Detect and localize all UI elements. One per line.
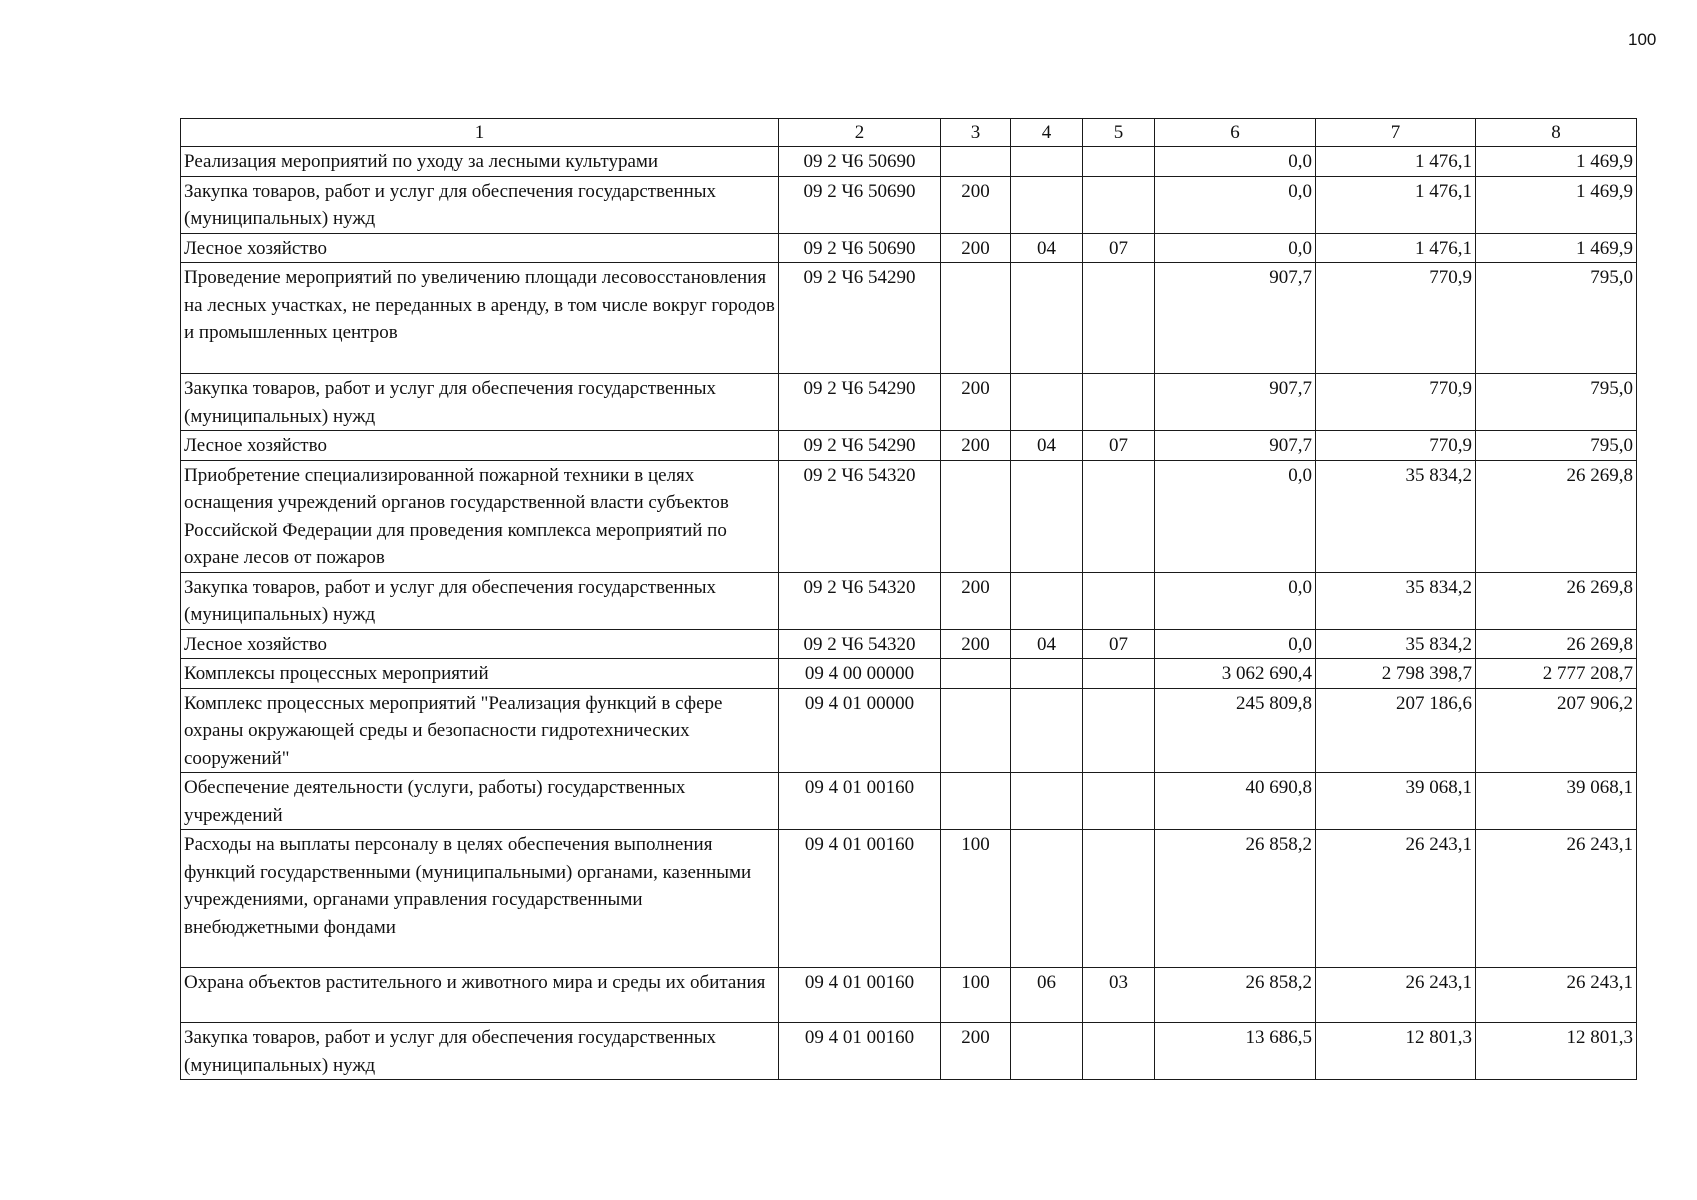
row-expense-type — [941, 659, 1011, 689]
table-row — [181, 773, 1637, 830]
row-target-code: 09 4 01 00160 — [779, 1023, 941, 1080]
row-value-col6: 0,0 — [1155, 460, 1316, 572]
row-value-col6: 907,7 — [1155, 431, 1316, 461]
row-description: Охрана объектов растительного и животного мира и среды их обитания — [181, 968, 779, 1023]
row-value-col8: 2 777 208,7 — [1476, 659, 1637, 689]
row-value-col6: 0,0 — [1155, 629, 1316, 659]
row-target-code: 09 4 01 00160 — [779, 830, 941, 968]
row-section — [1011, 688, 1083, 773]
row-value-col7: 1 476,1 — [1316, 176, 1476, 233]
row-value-col6: 0,0 — [1155, 176, 1316, 233]
row-expense-type: 200 — [941, 629, 1011, 659]
row-section — [1011, 659, 1083, 689]
row-value-col8: 26 269,8 — [1476, 629, 1637, 659]
row-section: 04 — [1011, 233, 1083, 263]
row-value-col8: 795,0 — [1476, 374, 1637, 431]
row-expense-type: 200 — [941, 431, 1011, 461]
table-row — [181, 263, 1637, 374]
row-target-code: 09 2 Ч6 54290 — [779, 374, 941, 431]
row-value-col7: 1 476,1 — [1316, 233, 1476, 263]
row-description: Реализация мероприятий по уходу за лесными культурами — [181, 147, 779, 177]
row-description: Проведение мероприятий по увеличению площади лесовосстановления на лесных участках, не переданных в аренду, в том числе вокруг городов и промышленных центров — [181, 263, 779, 374]
row-value-col7: 770,9 — [1316, 431, 1476, 461]
table-body — [181, 147, 1637, 1080]
row-expense-type: 100 — [941, 968, 1011, 1023]
row-value-col7: 770,9 — [1316, 374, 1476, 431]
row-expense-type — [941, 460, 1011, 572]
row-section — [1011, 263, 1083, 374]
table-row — [181, 147, 1637, 177]
row-value-col7: 2 798 398,7 — [1316, 659, 1476, 689]
row-section: 04 — [1011, 629, 1083, 659]
row-target-code: 09 2 Ч6 54320 — [779, 460, 941, 572]
row-description: Приобретение специализированной пожарной техники в целях оснащения учреждений органов государственной власти субъектов Российской Федерации для проведения комплекса мероприятий по охране лесов от пожаров — [181, 460, 779, 572]
row-subsection — [1083, 147, 1155, 177]
row-value-col6: 0,0 — [1155, 572, 1316, 629]
row-expense-type: 200 — [941, 233, 1011, 263]
row-subsection — [1083, 773, 1155, 830]
row-section: 04 — [1011, 431, 1083, 461]
row-expense-type: 200 — [941, 572, 1011, 629]
row-value-col7: 26 243,1 — [1316, 830, 1476, 968]
row-value-col6: 907,7 — [1155, 263, 1316, 374]
row-value-col8: 1 469,9 — [1476, 176, 1637, 233]
table-row — [181, 431, 1637, 461]
row-target-code: 09 2 Ч6 54290 — [779, 263, 941, 374]
row-subsection — [1083, 460, 1155, 572]
table-row — [181, 460, 1637, 572]
row-section — [1011, 572, 1083, 629]
row-subsection — [1083, 176, 1155, 233]
row-value-col8: 795,0 — [1476, 431, 1637, 461]
row-value-col6: 0,0 — [1155, 233, 1316, 263]
table-row — [181, 1023, 1637, 1080]
row-subsection — [1083, 1023, 1155, 1080]
row-subsection — [1083, 572, 1155, 629]
row-expense-type: 100 — [941, 830, 1011, 968]
row-value-col7: 1 476,1 — [1316, 147, 1476, 177]
table-row — [181, 688, 1637, 773]
row-description: Лесное хозяйство — [181, 431, 779, 461]
budget-table — [180, 118, 1637, 1080]
table-row — [181, 830, 1637, 968]
header-cell: 2 — [779, 119, 941, 147]
row-value-col7: 770,9 — [1316, 263, 1476, 374]
row-value-col6: 907,7 — [1155, 374, 1316, 431]
table-row — [181, 572, 1637, 629]
row-section — [1011, 773, 1083, 830]
row-subsection — [1083, 830, 1155, 968]
header-cell: 6 — [1155, 119, 1316, 147]
row-description: Лесное хозяйство — [181, 629, 779, 659]
header-cell: 5 — [1083, 119, 1155, 147]
row-subsection: 03 — [1083, 968, 1155, 1023]
row-section — [1011, 830, 1083, 968]
row-value-col6: 26 858,2 — [1155, 830, 1316, 968]
row-value-col8: 39 068,1 — [1476, 773, 1637, 830]
row-description: Лесное хозяйство — [181, 233, 779, 263]
row-section — [1011, 1023, 1083, 1080]
table-row — [181, 374, 1637, 431]
row-value-col7: 26 243,1 — [1316, 968, 1476, 1023]
row-value-col6: 0,0 — [1155, 147, 1316, 177]
row-subsection — [1083, 263, 1155, 374]
row-value-col8: 1 469,9 — [1476, 233, 1637, 263]
row-value-col6: 3 062 690,4 — [1155, 659, 1316, 689]
row-value-col8: 12 801,3 — [1476, 1023, 1637, 1080]
row-description: Комплекс процессных мероприятий "Реализация функций в сфере охраны окружающей среды и безопасности гидротехнических сооружений" — [181, 688, 779, 773]
row-value-col8: 26 269,8 — [1476, 460, 1637, 572]
row-expense-type: 200 — [941, 176, 1011, 233]
row-expense-type — [941, 263, 1011, 374]
header-cell: 4 — [1011, 119, 1083, 147]
table-row — [181, 233, 1637, 263]
row-subsection: 07 — [1083, 629, 1155, 659]
header-cell: 7 — [1316, 119, 1476, 147]
table-row — [181, 968, 1637, 1023]
row-target-code: 09 2 Ч6 50690 — [779, 147, 941, 177]
row-description: Закупка товаров, работ и услуг для обеспечения государственных (муниципальных) нужд — [181, 374, 779, 431]
row-subsection — [1083, 374, 1155, 431]
row-target-code: 09 4 01 00000 — [779, 688, 941, 773]
row-value-col8: 795,0 — [1476, 263, 1637, 374]
header-cell: 1 — [181, 119, 779, 147]
header-cell: 8 — [1476, 119, 1637, 147]
row-target-code: 09 2 Ч6 54290 — [779, 431, 941, 461]
row-subsection: 07 — [1083, 233, 1155, 263]
row-value-col6: 40 690,8 — [1155, 773, 1316, 830]
row-description: Закупка товаров, работ и услуг для обеспечения государственных (муниципальных) нужд — [181, 1023, 779, 1080]
row-expense-type — [941, 773, 1011, 830]
row-expense-type — [941, 688, 1011, 773]
row-value-col7: 35 834,2 — [1316, 629, 1476, 659]
row-section — [1011, 176, 1083, 233]
row-target-code: 09 2 Ч6 50690 — [779, 176, 941, 233]
row-expense-type — [941, 147, 1011, 177]
row-value-col6: 26 858,2 — [1155, 968, 1316, 1023]
row-value-col8: 26 269,8 — [1476, 572, 1637, 629]
row-target-code: 09 2 Ч6 54320 — [779, 572, 941, 629]
row-target-code: 09 2 Ч6 50690 — [779, 233, 941, 263]
header-cell: 3 — [941, 119, 1011, 147]
row-expense-type: 200 — [941, 1023, 1011, 1080]
row-subsection: 07 — [1083, 431, 1155, 461]
row-value-col7: 207 186,6 — [1316, 688, 1476, 773]
row-value-col7: 35 834,2 — [1316, 460, 1476, 572]
row-value-col8: 207 906,2 — [1476, 688, 1637, 773]
row-description: Закупка товаров, работ и услуг для обеспечения государственных (муниципальных) нужд — [181, 572, 779, 629]
row-value-col6: 13 686,5 — [1155, 1023, 1316, 1080]
table-header-row — [181, 119, 1637, 147]
row-value-col8: 26 243,1 — [1476, 830, 1637, 968]
row-target-code: 09 4 00 00000 — [779, 659, 941, 689]
row-description: Обеспечение деятельности (услуги, работы) государственных учреждений — [181, 773, 779, 830]
row-description: Расходы на выплаты персоналу в целях обеспечения выполнения функций государственными (муниципальными) органами, казенными учреждениями, органами управления государственными внебюджетными фондами — [181, 830, 779, 968]
row-subsection — [1083, 659, 1155, 689]
row-expense-type: 200 — [941, 374, 1011, 431]
table-row — [181, 629, 1637, 659]
row-value-col8: 1 469,9 — [1476, 147, 1637, 177]
row-section — [1011, 374, 1083, 431]
row-value-col6: 245 809,8 — [1155, 688, 1316, 773]
table-row — [181, 176, 1637, 233]
row-subsection — [1083, 688, 1155, 773]
row-description: Закупка товаров, работ и услуг для обеспечения государственных (муниципальных) нужд — [181, 176, 779, 233]
row-target-code: 09 4 01 00160 — [779, 773, 941, 830]
row-value-col8: 26 243,1 — [1476, 968, 1637, 1023]
row-value-col7: 35 834,2 — [1316, 572, 1476, 629]
row-description: Комплексы процессных мероприятий — [181, 659, 779, 689]
row-section: 06 — [1011, 968, 1083, 1023]
row-target-code: 09 2 Ч6 54320 — [779, 629, 941, 659]
row-value-col7: 12 801,3 — [1316, 1023, 1476, 1080]
row-section — [1011, 460, 1083, 572]
table-row — [181, 659, 1637, 689]
row-section — [1011, 147, 1083, 177]
row-target-code: 09 4 01 00160 — [779, 968, 941, 1023]
page-number: 100 — [1628, 30, 1657, 49]
row-value-col7: 39 068,1 — [1316, 773, 1476, 830]
